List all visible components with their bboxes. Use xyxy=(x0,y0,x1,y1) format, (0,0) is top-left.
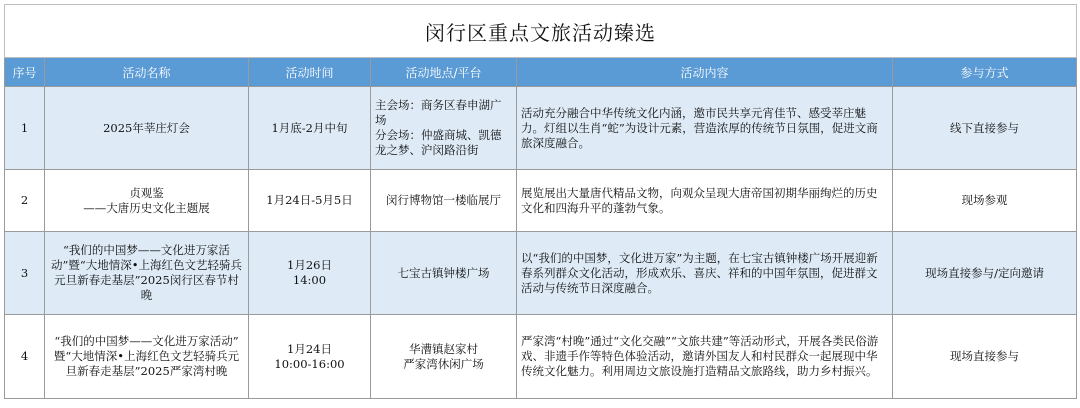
cell-mode[interactable]: 线下直接参与 xyxy=(893,87,1077,170)
cell-mode[interactable]: 现场参观 xyxy=(893,170,1077,232)
cell-name[interactable] xyxy=(45,232,249,315)
time-line: 1月24日-5月5日 xyxy=(266,193,353,207)
table-row xyxy=(5,170,1077,232)
cell-mode[interactable]: 现场直接参与/定向邀请 xyxy=(893,232,1077,315)
cell-content[interactable]: 以“我们的中国梦，文化进万家”为主题，在七宝古镇钟楼广场开展迎新春系列群众文化活动，形成欢乐、喜庆、祥和的中国年氛围，促进群文活动与传统节日深度融合。 xyxy=(517,232,893,315)
cell-content[interactable]: 展览展出大量唐代精品文物，向观众呈现大唐帝国初期华丽绚烂的历史文化和四海升平的蓬勃气象。 xyxy=(517,170,893,232)
place-line: 闵行博物馆一楼临展厅 xyxy=(386,193,501,207)
cell-time[interactable] xyxy=(249,87,371,170)
activity-sheet xyxy=(4,4,1076,404)
cell-place[interactable] xyxy=(371,87,517,170)
table-row xyxy=(5,315,1077,399)
header-row xyxy=(5,58,1077,87)
header-mode[interactable]: 参与方式 xyxy=(893,58,1077,87)
cell-name[interactable] xyxy=(45,170,249,232)
cell-place[interactable] xyxy=(371,170,517,232)
cell-no[interactable]: 3 xyxy=(5,232,45,315)
header-name[interactable]: 活动名称 xyxy=(45,58,249,87)
time-line: 1月底-2月中旬 xyxy=(271,120,348,135)
cell-name-text: “我们的中国梦——文化进万家活动”暨“大地情深•上海红色文艺轻骑兵元旦新春走基层”2025闵行区春节村晚 xyxy=(50,243,243,302)
time-line: 14:00 xyxy=(292,273,327,287)
cell-no[interactable]: 4 xyxy=(5,315,45,399)
time-line: 1月26日 xyxy=(287,258,332,272)
cell-place[interactable] xyxy=(371,232,517,315)
cell-content[interactable]: 活动充分融合中华传统文化内涵，邀市民共享元宵佳节、感受莘庄魅力。灯组以生肖“蛇”为设计元素，营造浓厚的传统节日氛围，促进文商旅深度融合。 xyxy=(517,87,893,170)
place-line: 严家湾休闲广场 xyxy=(403,356,484,371)
place-line: 华漕镇赵家村 xyxy=(409,341,478,356)
header-time[interactable]: 活动时间 xyxy=(249,58,371,87)
time-line: 1月24日 xyxy=(287,341,332,356)
cell-name[interactable] xyxy=(45,315,249,399)
cell-name-text: 2025年莘庄灯会 xyxy=(103,120,190,135)
table-row xyxy=(5,232,1077,315)
sheet-title: 闵行区重点文旅活动臻选 xyxy=(5,5,1077,58)
cell-name-text: 贞观鉴 ——大唐历史文化主题展 xyxy=(83,185,210,215)
activity-table xyxy=(4,4,1077,399)
header-place[interactable]: 活动地点/平台 xyxy=(371,58,517,87)
header-content[interactable]: 活动内容 xyxy=(517,58,893,87)
table-row xyxy=(5,87,1077,170)
cell-time[interactable] xyxy=(249,315,371,399)
place-line: 七宝古镇钟楼广场 xyxy=(397,265,490,280)
cell-time[interactable] xyxy=(249,232,371,315)
cell-content[interactable]: 严家湾“村晚”通过“文化交融”“文旅共建”等活动形式，开展各类民俗游戏、非遗手作等特色体验活动，邀请外国友人和村民群众一起展现中华传统文化魅力。利用周边文旅设施打造精品文旅路线，助力乡村振兴。 xyxy=(517,315,893,399)
cell-no[interactable]: 2 xyxy=(5,170,45,232)
cell-no[interactable]: 1 xyxy=(5,87,45,170)
place-line: 分会场：仲盛商城、凯德龙之梦、沪闵路沿街 xyxy=(375,128,502,157)
header-no[interactable]: 序号 xyxy=(5,58,45,87)
cell-place[interactable] xyxy=(371,315,517,399)
cell-name-text: “我们的中国梦——文化进万家活动” 暨“大地情深•上海红色文艺轻骑兵元旦新春走基层”2025严家湾村晚 xyxy=(53,334,240,378)
cell-mode[interactable]: 现场直接参与 xyxy=(893,315,1077,399)
cell-name[interactable] xyxy=(45,87,249,170)
cell-time[interactable] xyxy=(249,170,371,232)
place-line: 主会场：商务区春申湖广场 xyxy=(375,98,502,127)
time-line: 10:00-16:00 xyxy=(274,356,345,371)
